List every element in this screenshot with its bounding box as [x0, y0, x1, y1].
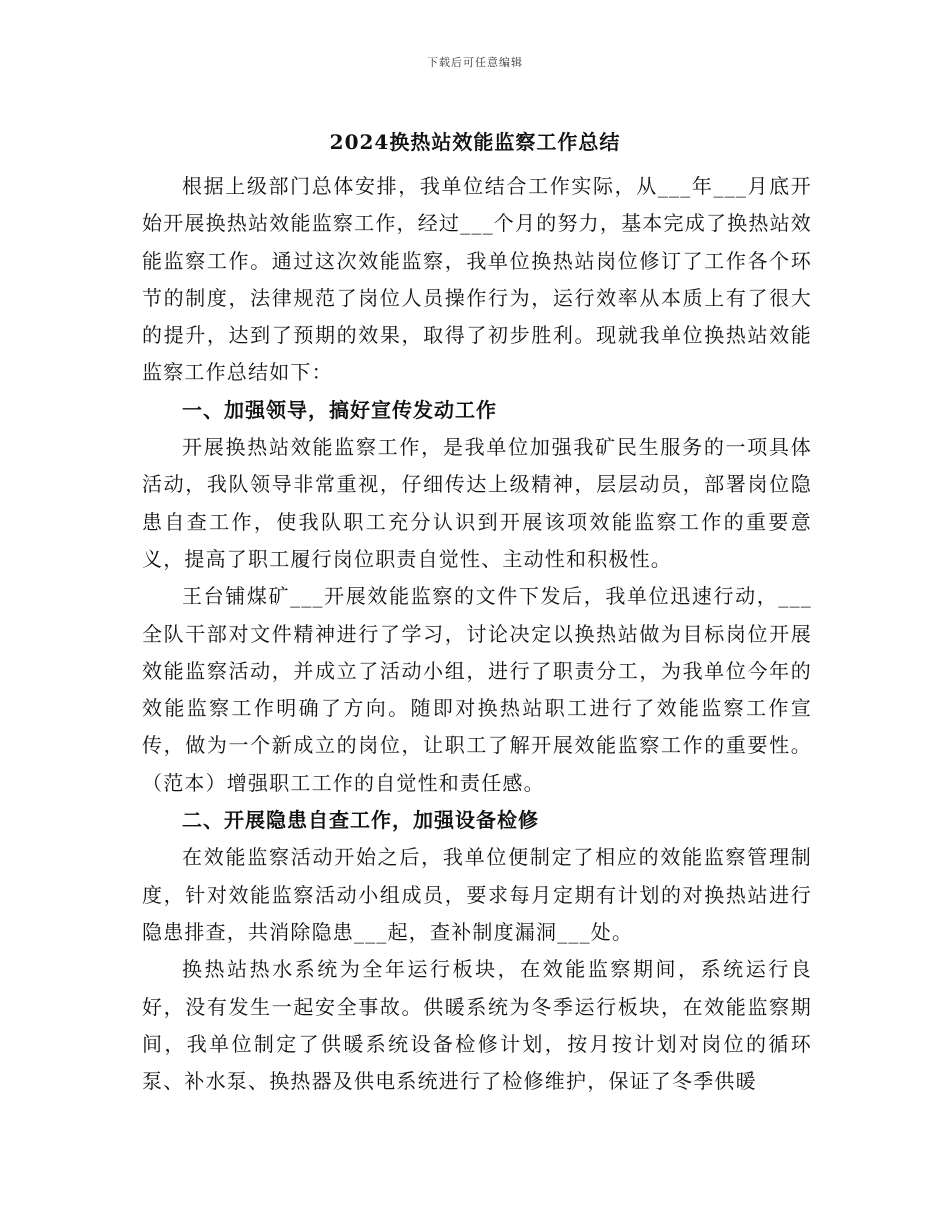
document-body — [142, 168, 812, 1100]
section-heading-1: 一、加强领导，搞好宣传发动工作 — [182, 397, 497, 422]
section-heading-2: 二、开展隐患自查工作，加强设备检修 — [182, 808, 539, 833]
header-note: 下载后可任意编辑 — [427, 56, 523, 69]
paragraph-section2-a: 在效能监察活动开始之后，我单位便制定了相应的效能监察管理制度，针对效能监察活动小组成员，要求每月定期有计划的对换热站进行隐患排查，共消除隐患___起，查补制度漏洞___处。 — [142, 845, 812, 944]
paragraph-section1-b: 王台铺煤矿___开展效能监察的文件下发后，我单位迅速行动，___全队干部对文件精神进行了学习，讨论决定以换热站做为目标岗位开展效能监察活动，并成立了活动小组，进行了职责分工，为我单位今年的效能监察工作明确了方向。随即对换热站职工进行了效能监察工作宣传，做为一个新成立的岗位，让职工了解开展效能监察工作的重要性。（范本）增强职工工作的自觉性和责任感。 — [142, 584, 812, 795]
document-title: 2024换热站效能监察工作总结 — [329, 130, 621, 154]
paragraph-section2-b: 换热站热水系统为全年运行板块，在效能监察期间，系统运行良好，没有发生一起安全事故。供暖系统为冬季运行板块，在效能监察期间，我单位制定了供暖系统设备检修计划，按月按计划对岗位的循环泵、补水泵、换热器及供电系统进行了检修维护，保证了冬季供暖 — [142, 957, 812, 1094]
paragraph-intro: 根据上级部门总体安排，我单位结合工作实际，从___年___月底开始开展换热站效能监察工作，经过___个月的努力，基本完成了换热站效能监察工作。通过这次效能监察，我单位换热站岗位修订了工作各个环节的制度，法律规范了岗位人员操作行为，运行效率从本质上有了很大的提升，达到了预期的效果，取得了初步胜利。现就我单位换热站效能监察工作总结如下： — [142, 174, 812, 385]
paragraph-section1-a: 开展换热站效能监察工作，是我单位加强我矿民生服务的一项具体活动，我队领导非常重视，仔细传达上级精神，层层动员，部署岗位隐患自查工作，使我队职工充分认识到开展该项效能监察工作的重要意义，提高了职工履行岗位职责自觉性、主动性和积极性。 — [142, 435, 812, 571]
